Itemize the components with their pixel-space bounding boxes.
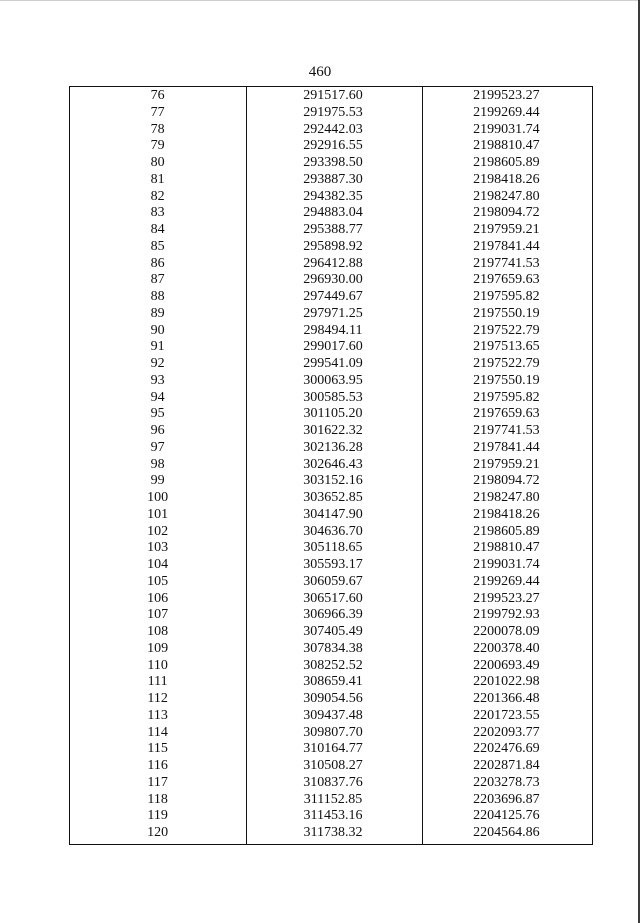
table-row (70, 390, 592, 407)
x-coordinate-cell: 308252.52 (303, 657, 363, 673)
y-coordinate-cell: 2199031.74 (473, 557, 540, 572)
x-coordinate-cell: 303652.85 (303, 490, 363, 505)
point-number-cell: 77 (150, 104, 165, 120)
point-number-cell: 112 (147, 691, 168, 706)
point-number-cell: 100 (147, 490, 169, 505)
x-coordinate-cell: 292442.03 (303, 121, 363, 137)
point-number-cell: 91 (150, 339, 165, 355)
y-coordinate-cell: 2200693.49 (473, 657, 540, 673)
page-top-edge (0, 0, 640, 1)
table-row (70, 473, 592, 490)
table-row (70, 507, 592, 524)
y-coordinate-cell: 2203696.87 (473, 791, 540, 807)
point-number-cell: 102 (147, 523, 169, 539)
y-coordinate-cell: 2201723.55 (473, 707, 540, 723)
table-row (70, 457, 592, 474)
x-coordinate-cell: 299541.09 (303, 356, 363, 371)
point-number-cell: 120 (147, 825, 169, 840)
x-coordinate-cell: 305593.17 (303, 557, 363, 572)
point-number-cell: 78 (150, 121, 165, 137)
x-coordinate-cell: 306966.39 (303, 607, 363, 623)
y-coordinate-cell: 2198418.26 (473, 506, 540, 522)
x-coordinate-cell: 303152.16 (303, 473, 363, 489)
point-number-cell: 105 (147, 573, 169, 589)
table-row (70, 624, 592, 641)
point-number-cell: 101 (147, 506, 169, 522)
y-coordinate-cell: 2202476.69 (473, 741, 540, 757)
point-number-cell: 86 (150, 255, 165, 271)
x-coordinate-cell: 292916.55 (303, 138, 363, 154)
x-coordinate-cell: 297449.67 (303, 289, 363, 304)
y-coordinate-cell: 2198094.72 (473, 473, 540, 489)
point-number-cell: 83 (150, 205, 165, 221)
table-row (70, 440, 592, 457)
y-coordinate-cell: 2198810.47 (473, 540, 540, 556)
x-coordinate-cell: 304636.70 (303, 523, 363, 539)
y-coordinate-cell: 2199523.27 (473, 590, 540, 606)
x-coordinate-cell: 300063.95 (303, 372, 363, 388)
x-coordinate-cell: 295388.77 (303, 222, 363, 237)
point-number-cell: 88 (150, 289, 165, 304)
x-coordinate-cell: 310164.77 (303, 741, 363, 757)
x-coordinate-cell: 311152.85 (303, 791, 363, 807)
point-number-cell: 95 (150, 406, 165, 422)
y-coordinate-cell: 2197659.63 (473, 406, 540, 422)
table-row (70, 792, 592, 809)
table-row (70, 122, 592, 139)
table-row (70, 339, 592, 356)
table-row (70, 172, 592, 189)
y-coordinate-cell: 2197741.53 (473, 423, 540, 438)
point-number-cell: 82 (150, 188, 165, 204)
point-number-cell: 99 (150, 473, 165, 489)
y-coordinate-cell: 2197659.63 (473, 272, 540, 288)
y-coordinate-cell: 2201022.98 (473, 674, 540, 690)
table-row (70, 239, 592, 256)
point-number-cell: 114 (147, 724, 168, 740)
y-coordinate-cell: 2204125.76 (473, 808, 540, 824)
y-coordinate-cell: 2197550.19 (473, 305, 540, 321)
table-row (70, 423, 592, 440)
point-number-cell: 104 (147, 557, 169, 572)
y-coordinate-cell: 2198247.80 (473, 490, 540, 505)
table-row (70, 323, 592, 340)
x-coordinate-cell: 293887.30 (303, 171, 363, 187)
x-coordinate-cell: 308659.41 (303, 674, 363, 690)
table-row (70, 222, 592, 239)
y-coordinate-cell: 2201366.48 (473, 691, 540, 706)
x-coordinate-cell: 307405.49 (303, 624, 363, 639)
point-number-cell: 110 (147, 657, 168, 673)
point-number-cell: 108 (147, 624, 169, 639)
x-coordinate-cell: 305118.65 (303, 540, 363, 556)
y-coordinate-cell: 2197522.79 (473, 356, 540, 371)
y-coordinate-cell: 2200078.09 (473, 624, 540, 639)
x-coordinate-cell: 310508.27 (303, 758, 363, 773)
x-coordinate-cell: 306517.60 (303, 590, 363, 606)
x-coordinate-cell: 309054.56 (303, 691, 363, 706)
point-number-cell: 97 (150, 439, 165, 455)
y-coordinate-cell: 2197841.44 (473, 439, 540, 455)
x-coordinate-cell: 291975.53 (303, 104, 363, 120)
table-row (70, 256, 592, 273)
point-number-cell: 96 (150, 423, 165, 438)
table-row (70, 356, 592, 373)
point-number-cell: 80 (150, 155, 165, 170)
table-row (70, 406, 592, 423)
x-coordinate-cell: 293398.50 (303, 155, 363, 170)
point-number-cell: 89 (150, 305, 165, 321)
x-coordinate-cell: 296412.88 (303, 255, 363, 271)
y-coordinate-cell: 2202093.77 (473, 724, 540, 740)
page-number: 460 (308, 64, 332, 80)
y-coordinate-cell: 2202871.84 (473, 758, 540, 773)
y-coordinate-cell: 2199269.44 (473, 104, 540, 120)
x-coordinate-cell: 302136.28 (303, 439, 363, 455)
x-coordinate-cell: 304147.90 (303, 506, 363, 522)
point-number-cell: 84 (150, 222, 165, 237)
table-row (70, 105, 592, 122)
y-coordinate-cell: 2198247.80 (473, 188, 540, 204)
table-row (70, 155, 592, 172)
table-row (70, 88, 592, 105)
x-coordinate-cell: 297971.25 (303, 305, 363, 321)
x-coordinate-cell: 301622.32 (303, 423, 363, 438)
y-coordinate-cell: 2198418.26 (473, 171, 540, 187)
x-coordinate-cell: 299017.60 (303, 339, 363, 355)
table-row (70, 490, 592, 507)
y-coordinate-cell: 2198094.72 (473, 205, 540, 221)
table-row (70, 825, 592, 842)
y-coordinate-cell: 2197595.82 (473, 289, 540, 304)
table-row (70, 557, 592, 574)
point-number-cell: 115 (147, 741, 168, 757)
x-coordinate-cell: 295898.92 (303, 238, 363, 254)
point-number-cell: 118 (147, 791, 168, 807)
point-number-cell: 92 (150, 356, 165, 371)
table-row (70, 708, 592, 725)
y-coordinate-cell: 2197513.65 (473, 339, 540, 355)
point-number-cell: 107 (147, 607, 169, 623)
table-row (70, 289, 592, 306)
table-body (70, 88, 592, 842)
y-coordinate-cell: 2197841.44 (473, 238, 540, 254)
point-number-cell: 113 (147, 707, 168, 723)
point-number-cell: 87 (150, 272, 165, 288)
table-row (70, 138, 592, 155)
y-coordinate-cell: 2197959.21 (473, 222, 540, 237)
x-coordinate-cell: 307834.38 (303, 640, 363, 656)
x-coordinate-cell: 296930.00 (303, 272, 363, 288)
table-row (70, 591, 592, 608)
y-coordinate-cell: 2198605.89 (473, 523, 540, 539)
table-row (70, 306, 592, 323)
table-row (70, 674, 592, 691)
point-number-cell: 94 (150, 389, 165, 405)
table-row (70, 205, 592, 222)
y-coordinate-cell: 2200378.40 (473, 640, 540, 656)
y-coordinate-cell: 2198810.47 (473, 138, 540, 154)
x-coordinate-cell: 311738.32 (303, 825, 363, 840)
x-coordinate-cell: 294382.35 (303, 188, 363, 204)
y-coordinate-cell: 2199523.27 (473, 88, 540, 103)
point-number-cell: 119 (147, 808, 168, 824)
table-row (70, 808, 592, 825)
y-coordinate-cell: 2197550.19 (473, 372, 540, 388)
x-coordinate-cell: 300585.53 (303, 389, 363, 405)
x-coordinate-cell: 306059.67 (303, 573, 363, 589)
y-coordinate-cell: 2199031.74 (473, 121, 540, 137)
point-number-cell: 81 (150, 171, 165, 187)
x-coordinate-cell: 309807.70 (303, 724, 363, 740)
point-number-cell: 111 (147, 674, 168, 690)
table-row (70, 272, 592, 289)
table-row (70, 641, 592, 658)
x-coordinate-cell: 311453.16 (303, 808, 363, 824)
table-row (70, 373, 592, 390)
y-coordinate-cell: 2197522.79 (473, 322, 540, 338)
x-coordinate-cell: 302646.43 (303, 456, 363, 472)
point-number-cell: 76 (150, 88, 165, 103)
table-row (70, 524, 592, 541)
table-row (70, 691, 592, 708)
table-row (70, 741, 592, 758)
point-number-cell: 93 (150, 372, 165, 388)
y-coordinate-cell: 2203278.73 (473, 774, 540, 790)
table-row (70, 540, 592, 557)
y-coordinate-cell: 2197595.82 (473, 389, 540, 405)
x-coordinate-cell: 301105.20 (303, 406, 363, 422)
point-number-cell: 106 (147, 590, 169, 606)
y-coordinate-cell: 2204564.86 (473, 825, 540, 840)
x-coordinate-cell: 310837.76 (303, 774, 363, 790)
point-number-cell: 117 (147, 774, 168, 790)
coordinates-table (69, 86, 593, 845)
point-number-cell: 79 (150, 138, 165, 154)
y-coordinate-cell: 2199269.44 (473, 573, 540, 589)
point-number-cell: 98 (150, 456, 165, 472)
x-coordinate-cell: 309437.48 (303, 707, 363, 723)
y-coordinate-cell: 2197959.21 (473, 456, 540, 472)
table-row (70, 658, 592, 675)
table-row (70, 189, 592, 206)
table-row (70, 758, 592, 775)
table-row (70, 775, 592, 792)
point-number-cell: 85 (150, 238, 165, 254)
table-row (70, 607, 592, 624)
point-number-cell: 103 (147, 540, 169, 556)
x-coordinate-cell: 294883.04 (303, 205, 363, 221)
x-coordinate-cell: 291517.60 (303, 88, 363, 103)
x-coordinate-cell: 298494.11 (303, 322, 363, 338)
y-coordinate-cell: 2199792.93 (473, 607, 540, 623)
point-number-cell: 116 (147, 758, 168, 773)
y-coordinate-cell: 2197741.53 (473, 255, 540, 271)
point-number-cell: 109 (147, 640, 169, 656)
y-coordinate-cell: 2198605.89 (473, 155, 540, 170)
table-row (70, 725, 592, 742)
point-number-cell: 90 (150, 322, 165, 338)
table-row (70, 574, 592, 591)
